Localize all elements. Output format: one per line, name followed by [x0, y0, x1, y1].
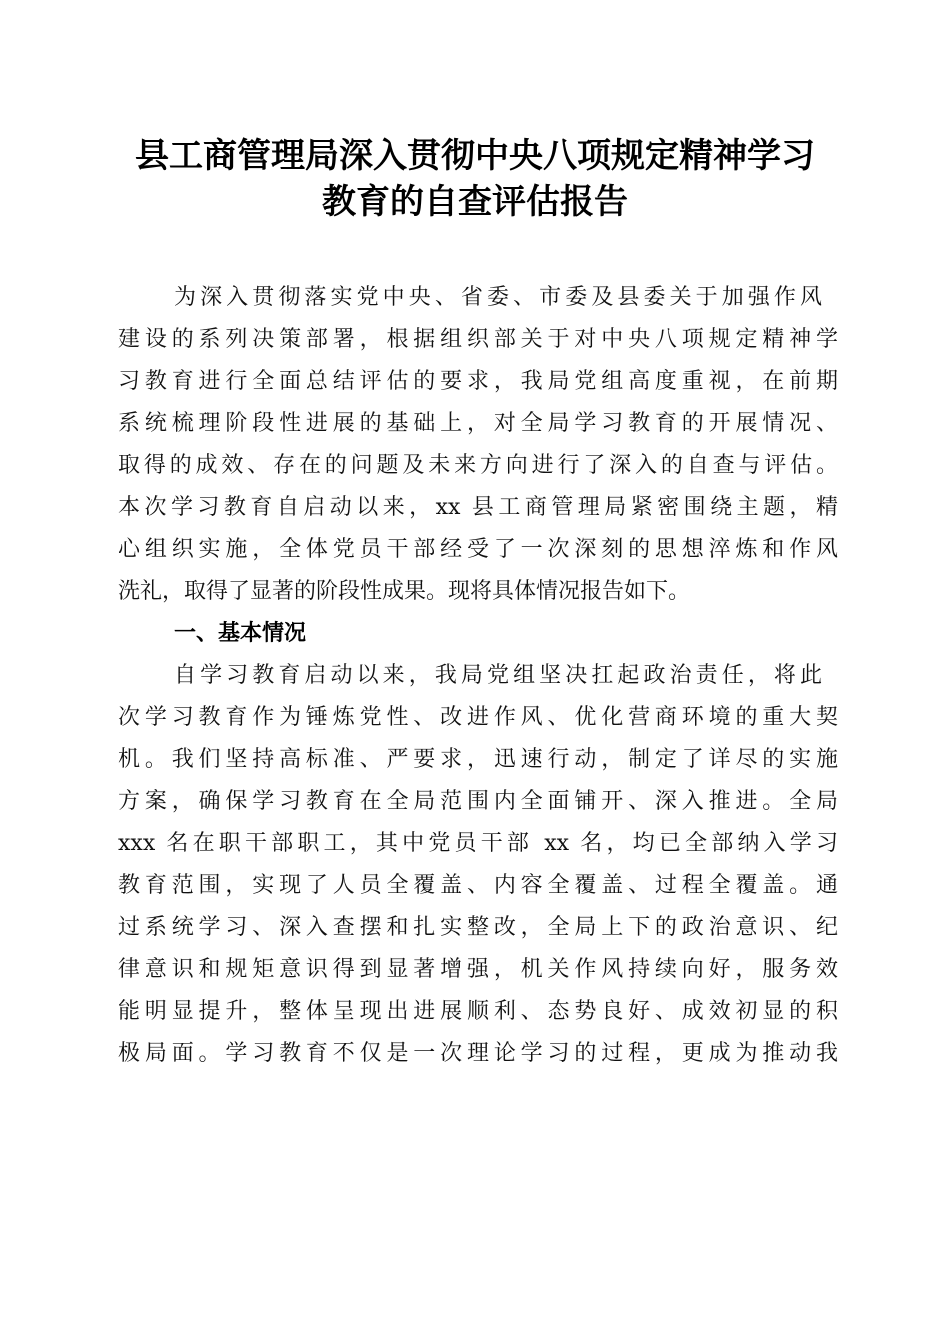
paragraph-line: 极局面。学习教育不仅是一次理论学习的过程，更成为推动我 [118, 1041, 838, 1066]
paragraph-line: 习教育进行全面总结评估的要求，我局党组高度重视，在前期 [118, 369, 838, 394]
section-heading: 一、基本情况 [174, 621, 307, 646]
paragraph-line: 方案，确保学习教育在全局范围内全面铺开、深入推进。全局 [118, 789, 838, 814]
paragraph-line: 自学习教育启动以来，我局党组坚决扛起政治责任，将此 [174, 663, 822, 688]
paragraph-line: 教育范围，实现了人员全覆盖、内容全覆盖、过程全覆盖。通 [118, 873, 838, 898]
paragraph-line: 过系统学习、深入查摆和扎实整改，全局上下的政治意识、纪 [118, 915, 838, 940]
title-line: 县工商管理局深入贯彻中央八项规定精神学习 [135, 136, 815, 176]
paragraph-line: 能明显提升，整体呈现出进展顺利、态势良好、成效初显的积 [118, 999, 838, 1024]
document-title [100, 133, 850, 225]
paragraph-line: 洗礼，取得了显著的阶段性成果。现将具体情况报告如下。 [118, 579, 691, 604]
title-line: 教育的自查评估报告 [322, 182, 628, 222]
paragraph-line: 机。我们坚持高标准、严要求，迅速行动，制定了详尽的实施 [118, 747, 838, 772]
paragraph-line: xxx 名在职干部职工，其中党员干部 xx 名，均已全部纳入学习 [118, 831, 838, 856]
paragraph-line: 系统梳理阶段性进展的基础上，对全局学习教育的开展情况、 [118, 411, 838, 436]
paragraph-line: 建设的系列决策部署，根据组织部关于对中央八项规定精神学 [118, 327, 838, 352]
paragraph-line: 律意识和规矩意识得到显著增强，机关作风持续向好，服务效 [118, 957, 838, 982]
paragraph-line: 为深入贯彻落实党中央、省委、市委及县委关于加强作风 [174, 285, 822, 310]
paragraph-line: 本次学习教育自启动以来，xx 县工商管理局紧密围绕主题，精 [118, 495, 838, 520]
paragraph-line: 次学习教育作为锤炼党性、改进作风、优化营商环境的重大契 [118, 705, 838, 730]
paragraph-line: 取得的成效、存在的问题及未来方向进行了深入的自查与评估。 [118, 453, 838, 478]
paragraph-line: 心组织实施，全体党员干部经受了一次深刻的思想淬炼和作风 [118, 537, 838, 562]
